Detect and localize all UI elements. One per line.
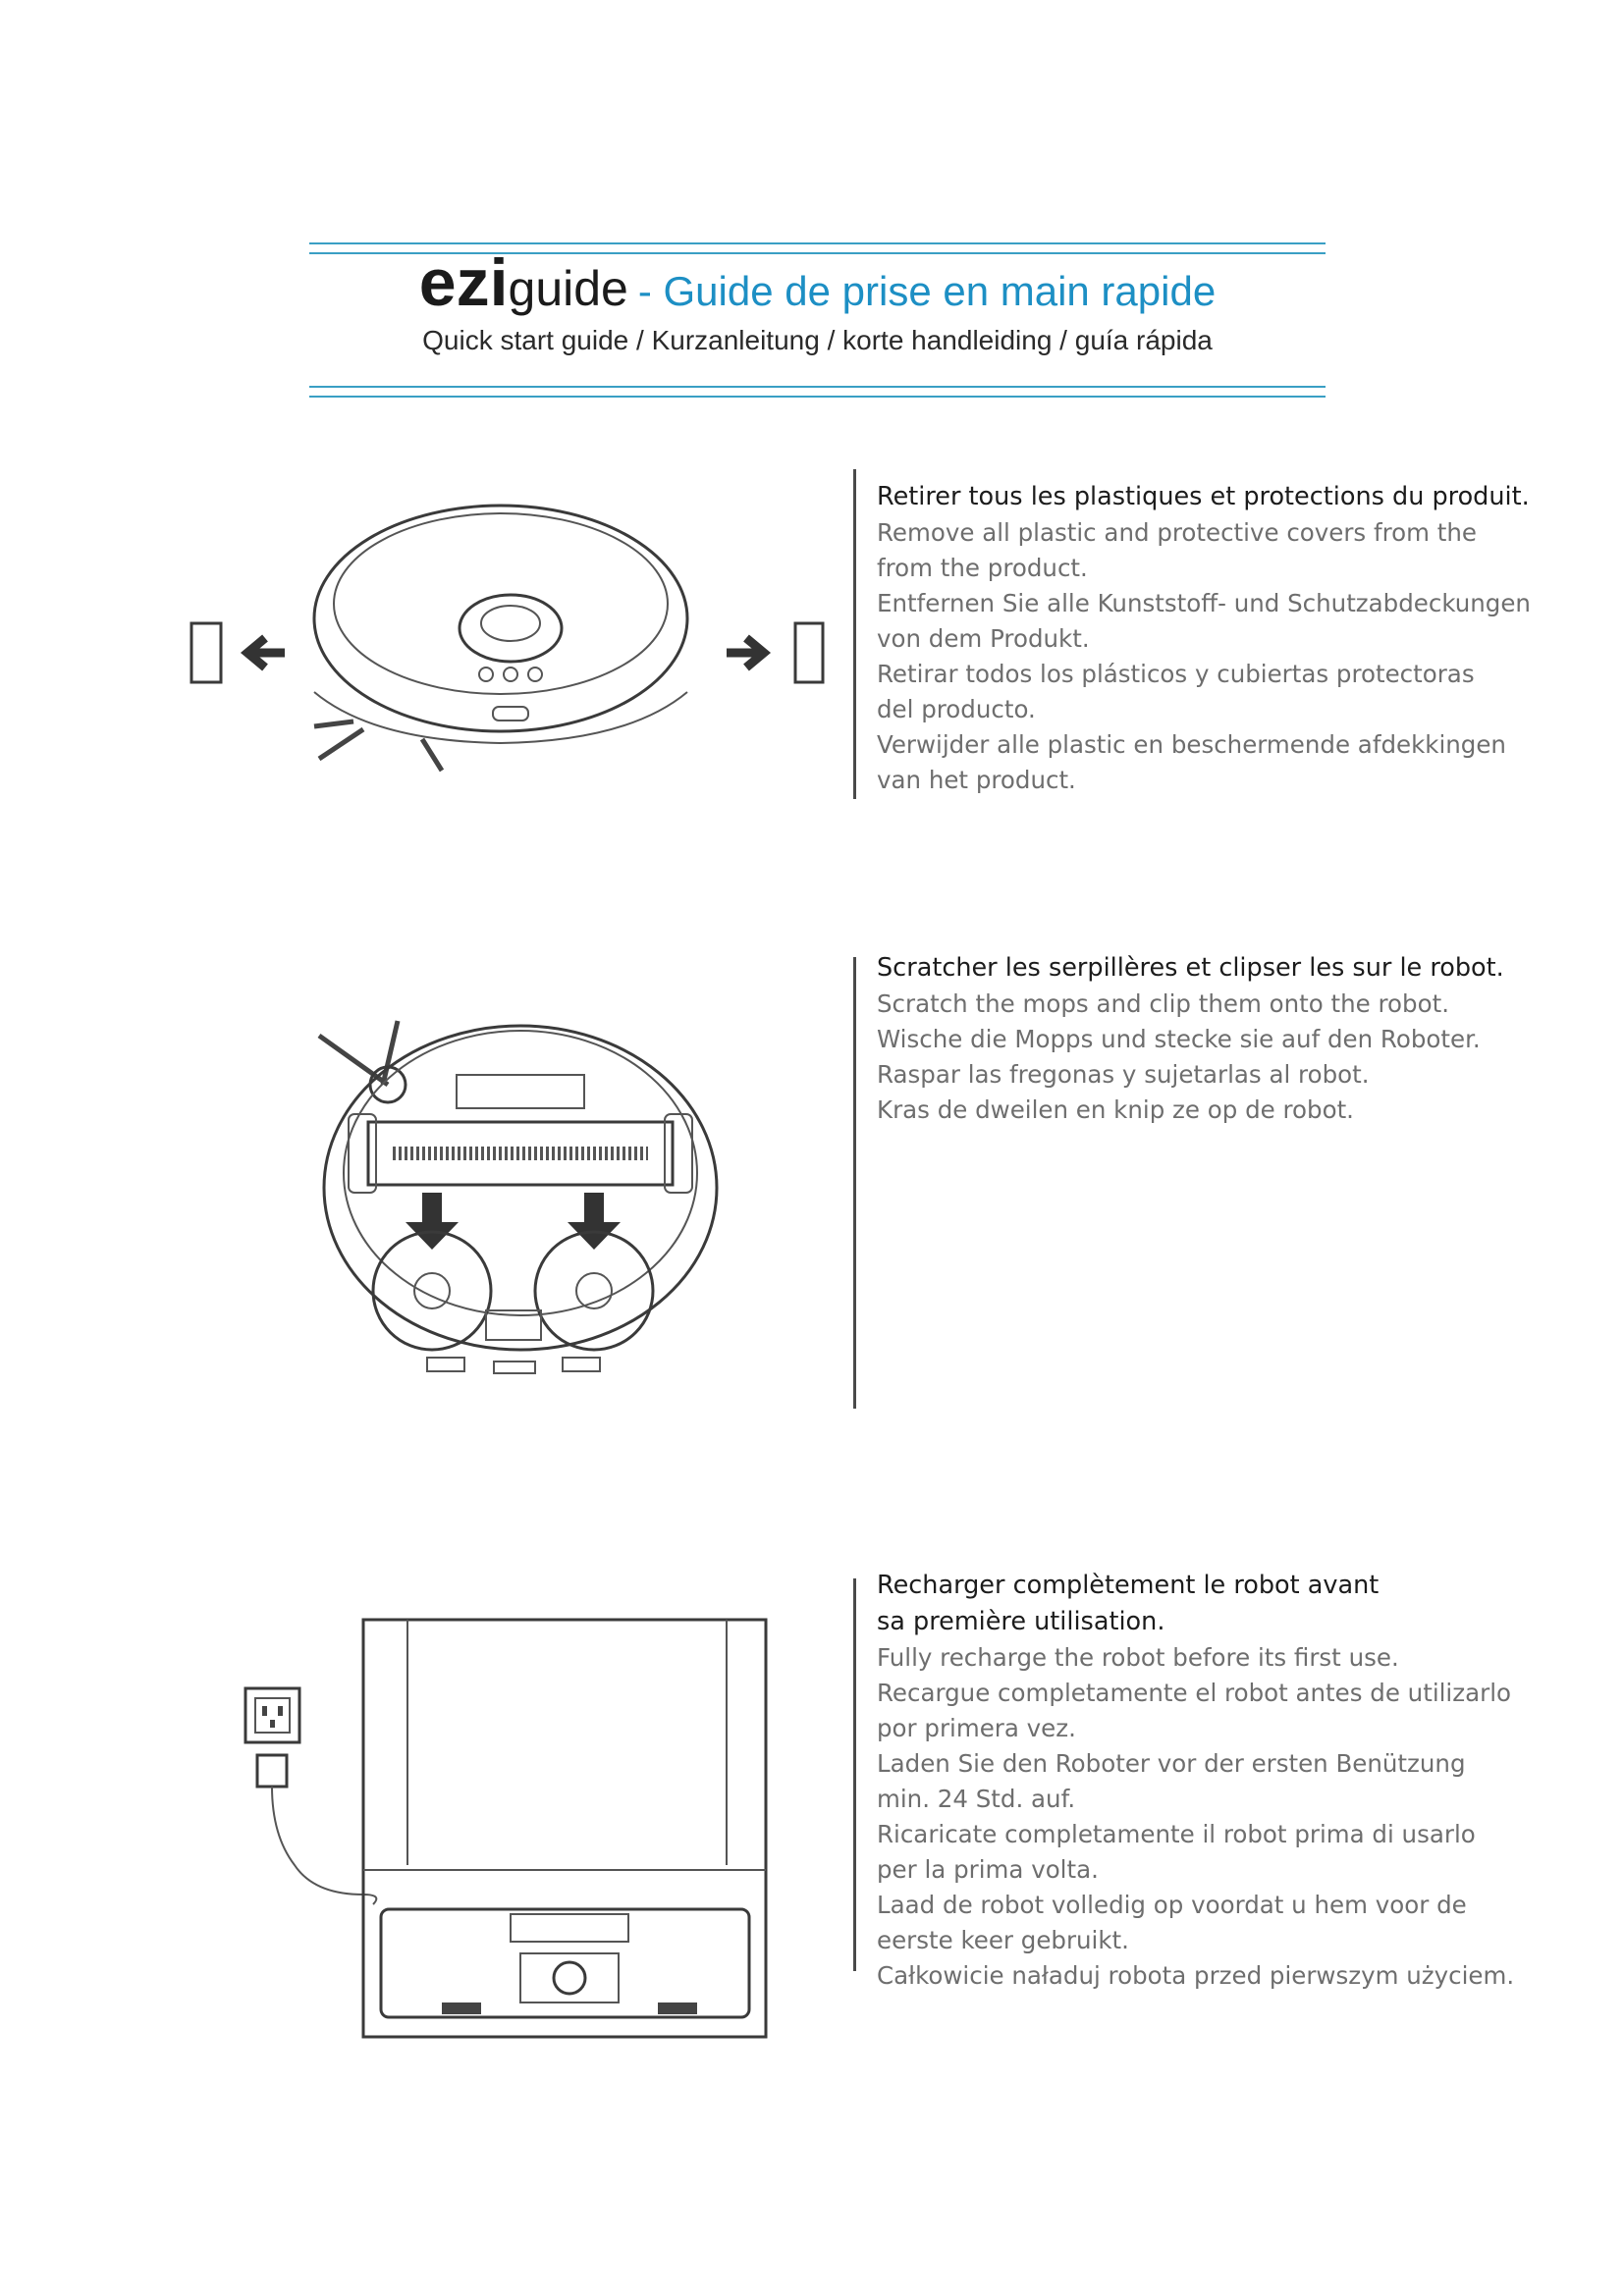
robot-body [314, 506, 687, 731]
robot-button [528, 667, 542, 681]
header-rule-bottom-2 [309, 396, 1326, 398]
robot-button [479, 667, 493, 681]
section-2-line: Raspar las fregonas y sujetarlas al robot. [877, 1060, 1370, 1089]
subtitle: Quick start guide / Kurzanleitung / korte handleiding / guía rápida [422, 325, 1213, 355]
protective-cover-right [795, 623, 823, 682]
header [309, 245, 1326, 356]
section-3-line: por primera vez. [877, 1714, 1076, 1742]
protective-cover-left [191, 623, 221, 682]
section-3-line: Laad de robot volledig op voordat u hem voor de [877, 1891, 1467, 1919]
section-2-heading: Scratcher les serpillères et clipser les sur le robot. [877, 953, 1504, 983]
robot-button [504, 667, 517, 681]
robot-bottom-view-illustration [309, 996, 731, 1379]
section-3-line: per la prima volta. [877, 1855, 1099, 1884]
brand-guide: guide [508, 261, 628, 316]
section-3-line: eerste keer gebruikt. [877, 1926, 1129, 1954]
robot-top-view-illustration [187, 486, 825, 780]
section-1-line: van het product. [877, 766, 1076, 794]
section-2-line: Wische die Mopps und stecke sie auf den Roboter. [877, 1025, 1481, 1053]
arrow-left-icon [247, 638, 285, 667]
section-3-line: Laden Sie den Roboter vor der ersten Benützung [877, 1749, 1466, 1778]
page-title [309, 245, 1326, 321]
main-brush [368, 1122, 673, 1185]
section-3-line: Fully recharge the robot before its first use. [877, 1643, 1399, 1672]
section-1-text [877, 479, 1531, 798]
section-3-line: Recargue completamente el robot antes de utilizarlo [877, 1679, 1511, 1707]
section-1-line: Verwijder alle plastic en beschermende afdekkingen [877, 730, 1506, 759]
section-1-line: Entfernen Sie alle Kunststoff- und Schutzabdeckungen [877, 589, 1531, 617]
section-2-line: Scratch the mops and clip them onto the robot. [877, 989, 1449, 1018]
header-rule-top-1 [309, 242, 1326, 244]
section-3-heading: Recharger complètement le robot avant [877, 1571, 1380, 1600]
side-brush [314, 721, 353, 726]
section-1-heading: Retirer tous les plastiques et protections du produit. [877, 482, 1530, 511]
section-1-divider [853, 469, 856, 799]
section-3-heading: sa première utilisation. [877, 1607, 1165, 1636]
section-3-text [877, 1568, 1515, 1994]
charging-dock-illustration [236, 1610, 785, 2052]
section-1-line: Retirar todos los plásticos y cubiertas protectoras [877, 660, 1475, 688]
arrow-down-icon [568, 1193, 621, 1250]
section-1-line: del producto. [877, 695, 1036, 723]
title-fr: - Guide de prise en main rapide [637, 268, 1217, 314]
section-3-divider [853, 1578, 856, 1971]
section-1-line: von dem Produkt. [877, 624, 1090, 653]
section-1-line: from the product. [877, 554, 1088, 582]
wall-socket-icon [245, 1688, 299, 1742]
power-cord [272, 1787, 376, 1904]
section-2-line: Kras de dweilen en knip ze op de robot. [877, 1095, 1354, 1124]
section-1-line: Remove all plastic and protective covers from the [877, 518, 1477, 547]
section-2-text [877, 950, 1505, 1128]
section-3-line: Całkowicie naładuj robota przed pierwszym użyciem. [877, 1961, 1515, 1990]
brand-ezi: ezi [418, 245, 509, 320]
power-plug-icon [257, 1755, 287, 1787]
arrow-down-icon [406, 1193, 459, 1250]
header-rule-bottom-1 [309, 386, 1326, 388]
section-2-divider [853, 957, 856, 1409]
charging-dock-body [363, 1620, 766, 2037]
section-3-line: Ricaricate completamente il robot prima di usarlo [877, 1820, 1476, 1848]
arrow-right-icon [727, 638, 764, 667]
section-3-line: min. 24 Std. auf. [877, 1785, 1076, 1813]
robot-label-area [457, 1075, 584, 1108]
